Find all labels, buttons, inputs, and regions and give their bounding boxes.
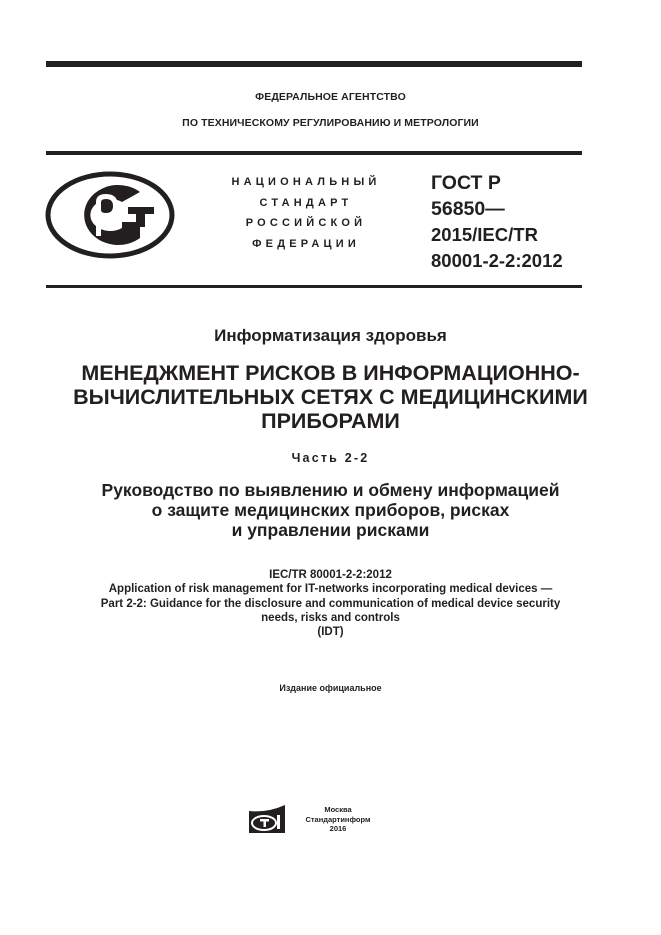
gost-line: 80001-2-2:2012 xyxy=(431,250,563,271)
gost-line: 56850— xyxy=(431,198,505,220)
subtitle-line: и управлении рисками xyxy=(231,520,430,540)
publisher-name: Стандартинформ xyxy=(305,814,371,824)
part-number: Часть 2-2 xyxy=(291,451,370,465)
national-standard-line: НАЦИОНАЛЬНЫЙ xyxy=(231,176,381,188)
gost-line: ГОСТ Р xyxy=(431,172,501,194)
gost-line: 2015/IEC/TR xyxy=(431,224,538,245)
agency-name-line-1: ФЕДЕРАЛЬНОЕ АГЕНТСТВО xyxy=(255,91,406,103)
middle-rule xyxy=(46,151,582,155)
agency-name-line-2: ПО ТЕХНИЧЕСКОМУ РЕГУЛИРОВАНИЮ И МЕТРОЛОГИИ xyxy=(182,117,479,129)
international-standard-block xyxy=(0,568,661,639)
publisher-info xyxy=(293,805,383,834)
rst-certification-mark-icon xyxy=(44,170,176,260)
national-standard-line: ФЕДЕРАЦИИ xyxy=(252,237,360,250)
standartinform-logo-icon xyxy=(247,803,287,835)
title-line: МЕНЕДЖМЕНТ РИСКОВ В ИНФОРМАЦИОННО- xyxy=(81,361,580,385)
international-title-line: needs, risks and controls xyxy=(261,611,400,624)
subject-heading: Информатизация здоровья xyxy=(214,326,447,345)
bottom-rule xyxy=(46,285,582,288)
document-subtitle xyxy=(0,480,661,540)
publisher-city: Москва xyxy=(324,805,352,814)
international-title-line: Part 2-2: Guidance for the disclosure and communication of medical device security xyxy=(100,597,561,610)
national-standard-label xyxy=(218,172,394,254)
publication-year: 2016 xyxy=(329,824,347,833)
national-standard-line: РОССИЙСКОЙ xyxy=(245,217,367,229)
equivalence-label: (IDT) xyxy=(317,626,344,639)
top-rule xyxy=(46,61,582,67)
title-line: ПРИБОРАМИ xyxy=(261,409,400,433)
edition-label: Издание официальное xyxy=(279,683,382,693)
gost-designation xyxy=(431,170,563,274)
document-title xyxy=(0,361,661,433)
international-title-line: Application of risk management for IT-networks incorporating medical devices — xyxy=(108,583,553,596)
subtitle-line: Руководство по выявлению и обмену информацией xyxy=(101,480,560,500)
international-designation: IEC/TR 80001-2-2:2012 xyxy=(269,569,392,581)
title-line: ВЫЧИСЛИТЕЛЬНЫХ СЕТЯХ С МЕДИЦИНСКИМИ xyxy=(73,385,588,409)
national-standard-line: СТАНДАРТ xyxy=(259,196,353,209)
subtitle-line: о защите медицинских приборов, рисках xyxy=(151,500,510,520)
